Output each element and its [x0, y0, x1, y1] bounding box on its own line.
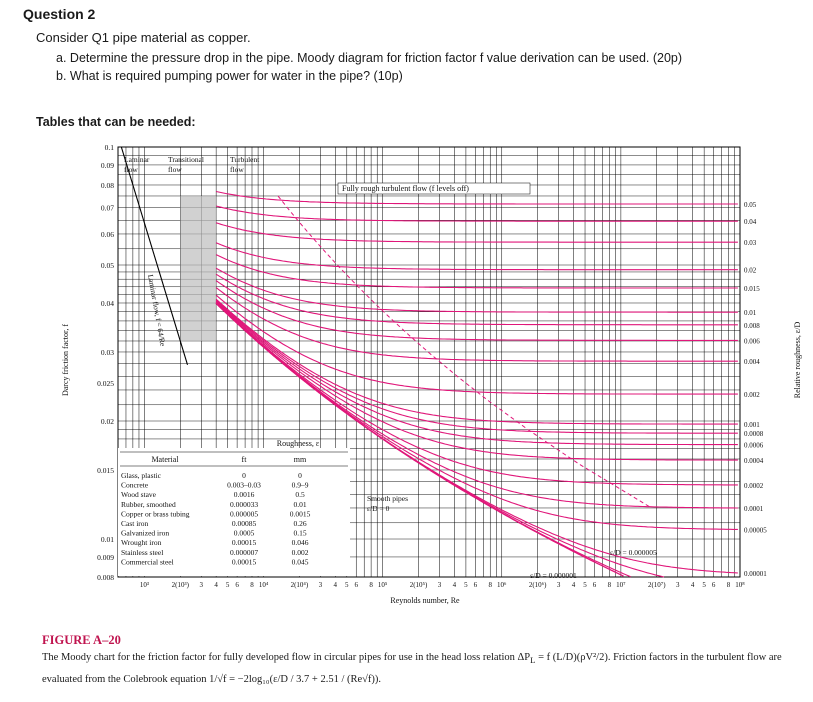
right-axis-title: Relative roughness, ε/D — [793, 321, 802, 399]
right-tick-label: 0.01 — [744, 309, 757, 318]
x-tick-label: 10³ — [139, 581, 149, 589]
y-tick-label: 0.008 — [97, 573, 114, 582]
figure-caption-line1 — [42, 652, 782, 665]
right-tick-label: 0.0004 — [744, 457, 764, 466]
table-cell-material: Wrought iron — [121, 538, 162, 548]
transitional-region-label: flow — [168, 165, 182, 174]
transition-band — [180, 196, 216, 341]
x-tick-label: 2(10³) — [171, 581, 189, 589]
table-cell-material: Rubber, smoothed — [121, 499, 176, 509]
table-header-ft: ft — [241, 455, 247, 464]
table-cell-material: Stainless steel — [121, 547, 164, 557]
x-tick-label: 6 — [354, 581, 358, 589]
table-cell-material: Copper or brass tubing — [121, 509, 190, 519]
y-axis-title: Darcy friction factor, f — [61, 323, 70, 397]
laminar-region-label: flow — [124, 165, 138, 174]
right-tick-label: 0.03 — [744, 239, 757, 248]
y-tick-label: 0.02 — [100, 417, 114, 427]
x-tick-label: 3 — [675, 581, 680, 589]
table-cell-mm: 0.046 — [291, 538, 309, 548]
table-cell-material: Galvanized iron — [121, 528, 170, 538]
table-cell-ft: 0.000007 — [229, 547, 259, 557]
caption-sub: L — [530, 655, 536, 666]
table-cell-mm: 0.15 — [293, 528, 307, 538]
table-cell-material: Glass, plastic — [121, 471, 161, 480]
table-cell-ft: 0 — [242, 471, 246, 480]
question-title: Question 2 — [23, 6, 96, 22]
x-tick-label: 5 — [702, 581, 706, 589]
x-tick-label: 3 — [556, 581, 561, 589]
roughness-curve — [216, 281, 738, 341]
table-cell-mm: 0.01 — [293, 499, 307, 509]
tables-label: Tables that can be needed: — [36, 115, 196, 129]
roughness-table-title: Roughness, ε — [276, 439, 320, 448]
right-tick-label: 0.0001 — [744, 504, 764, 513]
roughness-curve — [216, 243, 738, 270]
x-tick-label: 10⁴ — [258, 581, 269, 589]
caption-text-1-rest: = f (L/D)(ρV²/2). Friction factors in the turbulent flow are — [535, 652, 782, 663]
right-tick-label: 0.0008 — [744, 430, 764, 439]
right-tick-label: 0.002 — [744, 391, 760, 400]
laminar-region-label: Laminar — [124, 155, 150, 164]
right-tick-label: 0.004 — [744, 358, 760, 367]
smooth-pipes-label: ε/D = 0 — [367, 504, 390, 513]
x-tick-label: 2(10⁶) — [528, 581, 547, 589]
table-cell-mm: 0.0015 — [289, 509, 311, 519]
chart-labels — [61, 143, 802, 605]
y-tick-label: 0.05 — [100, 261, 114, 271]
right-tick-label: 0.00005 — [744, 526, 767, 535]
x-tick-label: 3 — [437, 581, 442, 589]
x-tick-label: 5 — [583, 581, 587, 589]
table-cell-mm: 0.26 — [293, 519, 307, 528]
y-tick-label: 0.015 — [97, 465, 114, 475]
right-tick-label: 0.015 — [744, 284, 760, 293]
x-tick-label: 4 — [214, 581, 218, 589]
x-tick-label: 4 — [452, 581, 457, 589]
right-tick-label: 0.0002 — [744, 481, 764, 490]
x-tick-label: 5 — [345, 581, 349, 589]
roughness-curve — [216, 223, 738, 242]
x-axis-title: Reynolds number, Re — [390, 596, 460, 605]
x-tick-label: 10⁸ — [735, 581, 745, 589]
table-cell-mm: 0.5 — [295, 490, 305, 500]
ed-1e6-label: ε/D = 0.000001 — [530, 571, 577, 580]
x-tick-label: 2(10⁷) — [647, 581, 666, 589]
table-cell-ft: 0.0016 — [233, 490, 255, 500]
y-tick-label: 0.04 — [100, 298, 114, 308]
right-tick-label: 0.008 — [744, 321, 760, 330]
figure-title: FIGURE A–20 — [42, 633, 121, 647]
x-tick-label: 5 — [464, 581, 468, 589]
y-tick-label: 0.09 — [100, 160, 114, 170]
table-cell-mm: 0 — [298, 471, 302, 480]
turbulent-region-label: flow — [230, 165, 244, 174]
table-cell-mm: 0.002 — [291, 547, 309, 557]
x-tick-label: 6 — [711, 581, 716, 589]
item-b-marker: b. — [56, 69, 67, 83]
x-tick-label: 8 — [726, 581, 731, 589]
ed-5e6-label: ε/D = 0.000005 — [610, 548, 657, 557]
colebrook-equation: 1/√f = −2log₁₀(ε/D / 3.7 + 2.51 / (Re√f)). — [209, 674, 382, 685]
table-cell-mm: 0.045 — [291, 557, 309, 567]
figure-caption-line2 — [42, 674, 381, 685]
caption-text-1: The Moody chart for the friction factor for fully developed flow in circular pipes for use in the head loss relation ΔP — [42, 652, 531, 663]
x-tick-label: 4 — [333, 581, 338, 589]
table-cell-material: Concrete — [121, 480, 149, 490]
table-header-mm: mm — [293, 455, 307, 464]
item-b-text: What is required pumping power for water in the pipe? (10p) — [69, 69, 403, 83]
laminar-curve — [121, 147, 187, 365]
x-tick-label: 4 — [690, 581, 695, 589]
right-tick-label: 0.02 — [744, 266, 757, 275]
item-a-marker: a. — [56, 51, 67, 65]
table-cell-ft: 0.00015 — [231, 538, 257, 548]
y-tick-label: 0.06 — [100, 229, 114, 239]
right-tick-label: 0.00001 — [744, 570, 767, 579]
y-tick-label: 0.009 — [97, 552, 114, 562]
table-cell-material: Commercial steel — [121, 557, 174, 567]
x-tick-label: 6 — [473, 581, 478, 589]
x-tick-label: 3 — [318, 581, 323, 589]
right-tick-label: 0.006 — [744, 337, 760, 346]
roughness-curve — [216, 206, 738, 221]
y-tick-label: 0.07 — [100, 203, 114, 213]
transitional-region-label: Transitional — [168, 155, 204, 164]
x-tick-label: 10⁵ — [377, 581, 388, 589]
y-tick-label: 0.03 — [100, 347, 114, 357]
roughness-curve — [216, 268, 738, 312]
roughness-curve — [216, 274, 738, 325]
caption-text-2: evaluated from the Colebrook equation — [42, 674, 207, 685]
turbulent-region-label: Turbulent — [230, 155, 260, 164]
x-tick-label: 6 — [235, 581, 239, 589]
item-a-text: Determine the pressure drop in the pipe. Moody diagram for friction factor f value derivation can be used. (20p) — [69, 51, 683, 65]
table-cell-ft: 0.00085 — [231, 519, 257, 528]
x-tick-label: 8 — [369, 581, 373, 589]
x-tick-label: 8 — [250, 581, 254, 589]
y-tick-label: 0.08 — [100, 180, 114, 190]
roughness-curve — [216, 302, 738, 460]
right-tick-label: 0.04 — [744, 218, 757, 227]
x-tick-label: 4 — [571, 581, 576, 589]
y-tick-label: 0.1 — [104, 143, 114, 152]
laminar-curve-label: Laminar flow, f = 64/Re — [146, 273, 168, 347]
x-tick-label: 2(10⁵) — [409, 581, 428, 589]
table-cell-material: Cast iron — [121, 519, 149, 528]
x-tick-label: 2(10⁴) — [290, 581, 309, 589]
y-tick-label: 0.025 — [97, 379, 114, 389]
x-tick-label: 3 — [199, 581, 204, 589]
smooth-pipes-label: Smooth pipes — [367, 494, 409, 503]
right-tick-label: 0.0006 — [744, 441, 764, 450]
x-tick-label: 8 — [488, 581, 492, 589]
table-cell-ft: 0.003–0.03 — [227, 480, 261, 490]
x-tick-label: 10⁶ — [497, 581, 507, 589]
table-cell-material: Wood stave — [121, 490, 157, 500]
table-cell-mm: 0.9–9 — [291, 480, 309, 490]
right-tick-label: 0.001 — [744, 421, 760, 430]
right-tick-label: 0.05 — [744, 200, 757, 209]
x-tick-label: 5 — [225, 581, 230, 589]
y-tick-label: 0.01 — [100, 535, 114, 545]
x-tick-label: 6 — [592, 581, 597, 589]
table-header-material: Material — [151, 455, 179, 464]
table-cell-ft: 0.000033 — [229, 499, 259, 509]
x-tick-label: 8 — [607, 581, 612, 589]
fully-rough-label: Fully rough turbulent flow (f levels off) — [342, 184, 469, 193]
table-cell-ft: 0.000005 — [229, 509, 259, 519]
roughness-curve — [216, 295, 738, 394]
table-cell-ft: 0.0005 — [233, 528, 255, 538]
table-cell-ft: 0.00015 — [231, 557, 257, 567]
roughness-curve — [216, 255, 738, 288]
x-tick-label: 10⁷ — [616, 581, 626, 589]
question-intro: Consider Q1 pipe material as copper. — [36, 30, 251, 45]
